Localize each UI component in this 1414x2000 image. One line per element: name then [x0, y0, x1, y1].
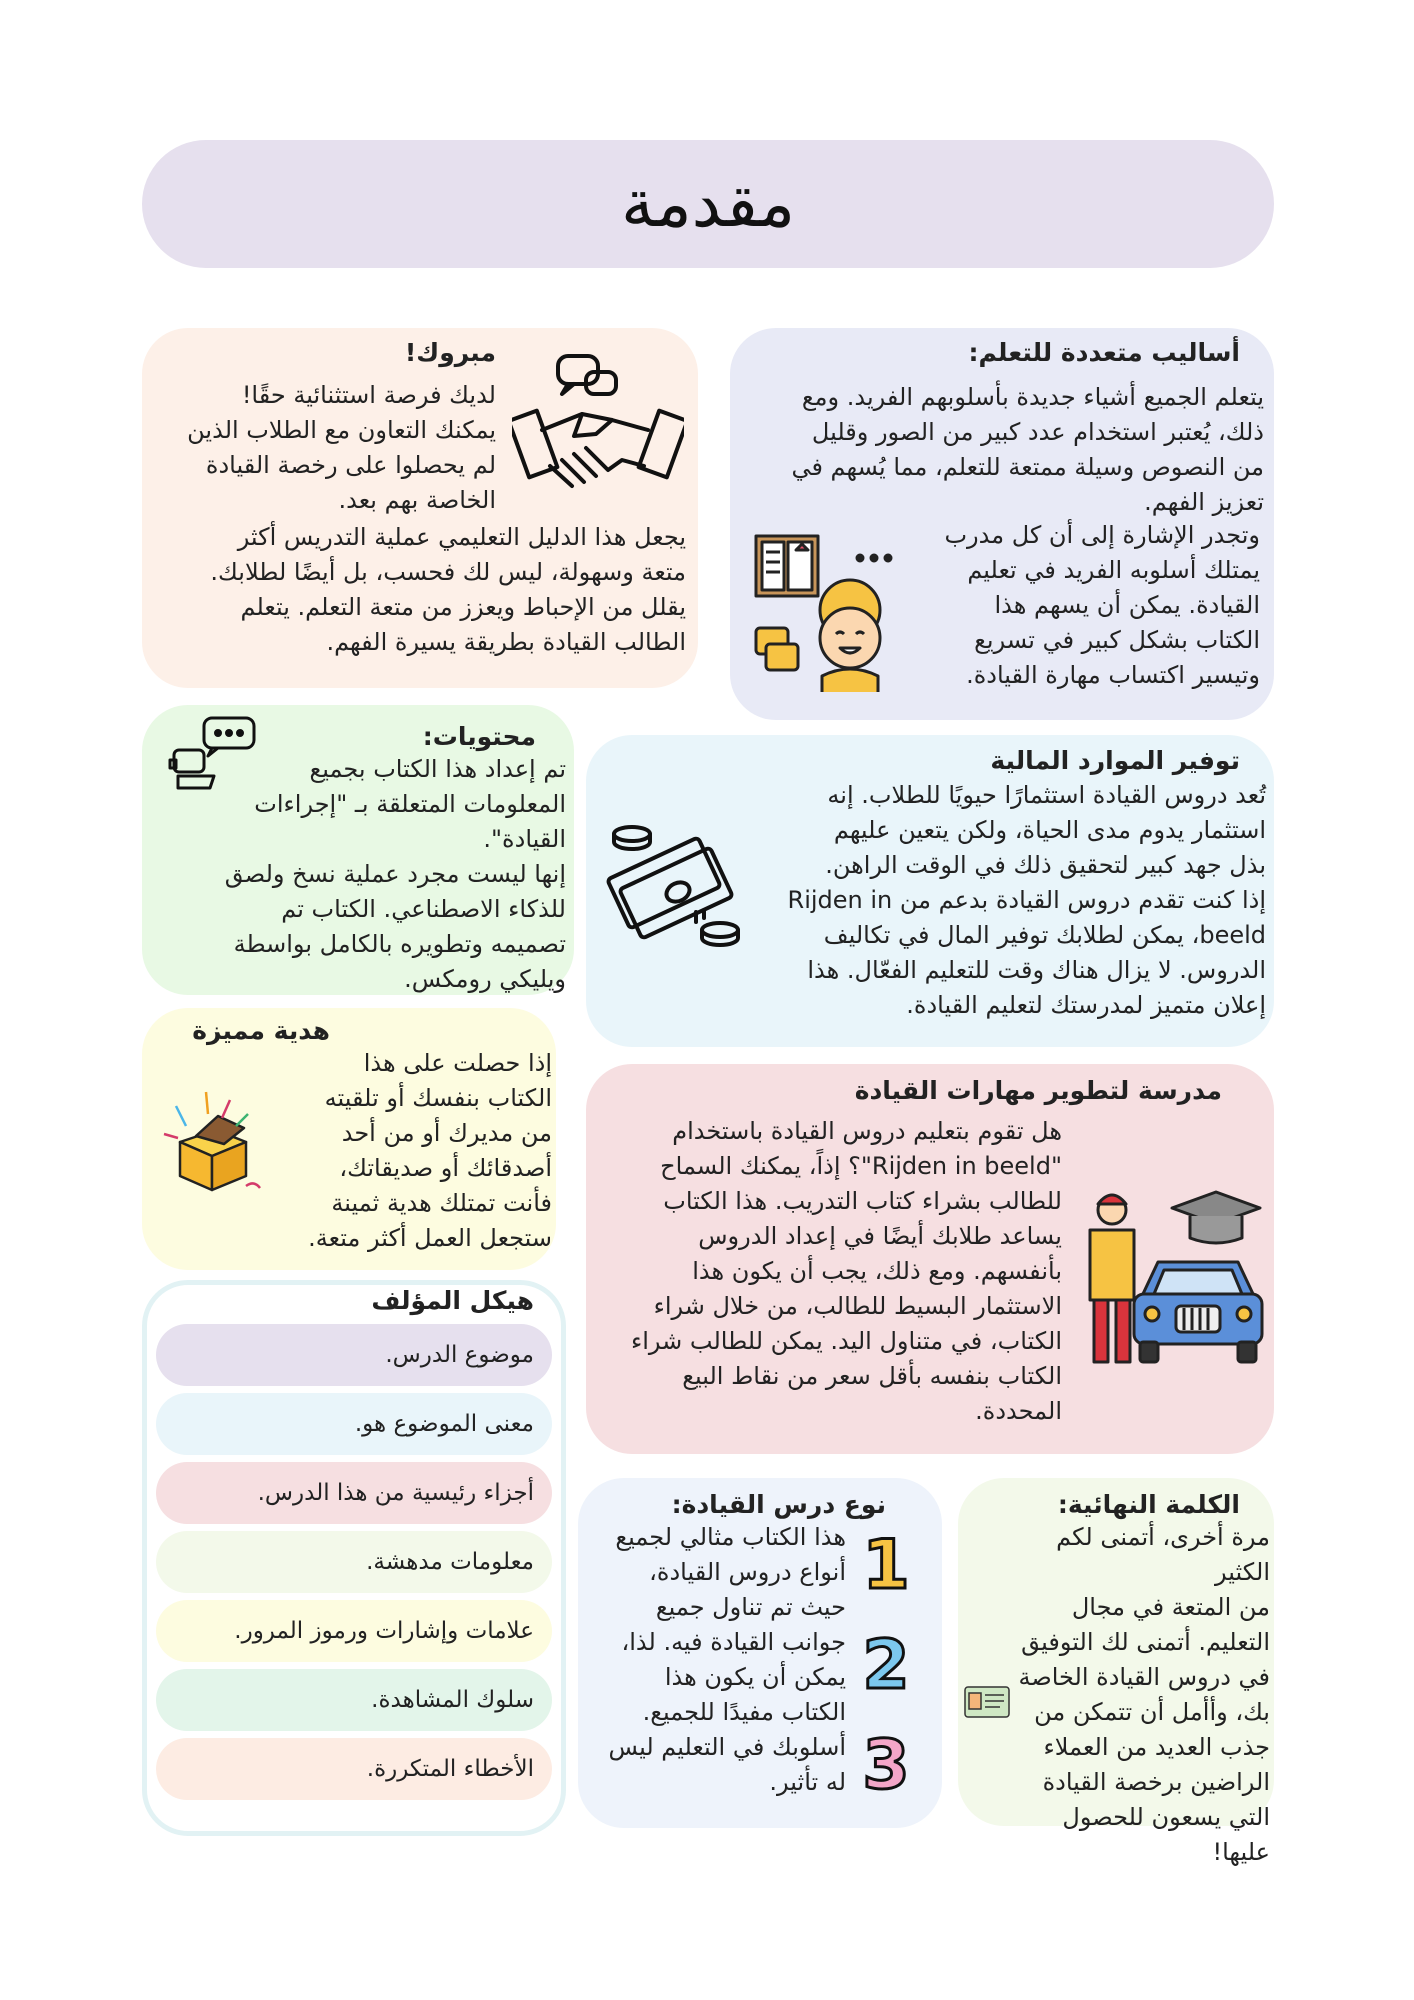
author-item-5: علامات وإشارات ورموز المرور.	[156, 1600, 552, 1662]
gift-title: هدية مميزة	[192, 1016, 330, 1045]
driving-license-icon	[964, 1686, 1010, 1718]
methods-text-top: يتعلم الجميع أشياء جديدة بأسلوبهم الفريد. ومع ذلك، يُعتبر استخدام عدد كبير من الصور وقليل من النصوص وسيلة ممتعة للتعلم، مما يُسهم في تعزيز الفهم.	[791, 383, 1264, 516]
gift-box-icon	[156, 1086, 266, 1196]
svg-text:2: 2	[862, 1626, 910, 1698]
final-word-text: مرة أخرى، أتمنى لكم الكثير من المتعة في مجال التعليم. أتمنى لك التوفيق في دروس القيادة الخاصة بك، وأأمل أن تتمكن من جذب العديد من العملاء الراضين برخصة القيادة التي يسعون للحصول عليها!	[1018, 1523, 1270, 1866]
finance-text: تُعد دروس القيادة استثمارًا حيويًا للطلاب. إنه استثمار يدوم مدى الحياة، ولكن يتعين عليهم بذل جهد كبير لتحقيق ذلك في الوقت الراهن. إذا كنت تقدم دروس القيادة بدعم من Rijden in beeld، يمكن لطلابك توفير المال في تكاليف الدروس. لا يزال هناك وقت للتعليم الفعّال. هذا إعلان متميز لمدرستك لتعليم القيادة.	[787, 781, 1266, 1019]
congrats-title: مبروك!	[404, 338, 496, 367]
lesson-type-text: هذا الكتاب مثالي لجميع أنواع دروس القيادة، حيث تم تناول جميع جوانب القيادة فيه. لذا، يمكن أن يكون هذا الكتاب مفيدًا للجميع. أسلوبك في التعليم ليس له تأثير.	[608, 1523, 846, 1796]
number-one-icon	[854, 1526, 918, 1598]
author-item-2: معنى الموضوع هو.	[156, 1393, 552, 1455]
number-two-icon	[852, 1626, 920, 1698]
author-item-4: معلومات مدهشة.	[156, 1531, 552, 1593]
author-item-1: موضوع الدرس.	[156, 1324, 552, 1386]
contents-text: تم إعداد هذا الكتاب بجميع المعلومات المتعلقة بـ "إجراءات القيادة". إنها ليست مجرد عملية نسخ ولصق للذكاء الاصطناعي. الكتاب تم تصميمه وتطويره بالكامل بواسطة ويليكي رومكس.	[224, 755, 566, 993]
handshake-icon	[512, 350, 684, 510]
methods-text-bottom: وتجدر الإشارة إلى أن كل مدرب يمتلك أسلوبه الفريد في تعليم القيادة. يمكن أن يسهم هذا الكتاب بشكل كبير في تسريع وتيسير اكتساب مهارة القيادة.	[944, 521, 1260, 689]
final-word-title: الكلمة النهائية:	[1057, 1490, 1240, 1519]
methods-title: أساليب متعددة للتعلم:	[968, 338, 1240, 367]
money-icon	[600, 822, 750, 952]
finance-title: توفير الموارد المالية	[990, 746, 1240, 775]
school-text: هل تقوم بتعليم دروس القيادة باستخدام "Rijden in beeld"؟ إذاً، يمكنك السماح للطالب بشراء كتاب التدريب. هذا الكتاب يساعد طلابك أيضًا في إعداد الدروس بأنفسهم. ومع ذلك، يجب أن يكون هذا الاستثمار البسيط للطالب، من خلال شراء الكتاب، في متناول اليد. يمكن للطالب شراء الكتاب بنفسه بأقل سعر من نقاط البيع المحددة.	[630, 1117, 1062, 1425]
author-item-3: أجزاء رئيسية من هذا الدرس.	[156, 1462, 552, 1524]
congrats-text-top: لديك فرصة استثنائية حقًا! يمكنك التعاون مع الطلاب الذين لم يحصلوا على رخصة القيادة الخاصة بهم بعد.	[187, 381, 496, 514]
page-title: مقدمة	[620, 165, 796, 242]
author-item-6: سلوك المشاهدة.	[156, 1669, 552, 1731]
svg-text:3: 3	[862, 1726, 910, 1798]
learning-student-icon	[752, 532, 902, 692]
school-title: مدرسة لتطوير مهارات القيادة	[854, 1076, 1222, 1105]
contents-title: محتويات:	[422, 722, 536, 751]
gift-text: إذا حصلت على هذا الكتاب بنفسك أو تلقيته من مديرك أو من أحد أصدقائك أو صديقاتك، فأنت تمتلك هدية ثمينة ستجعل العمل أكثر متعة.	[308, 1049, 552, 1252]
author-item-7: الأخطاء المتكررة.	[156, 1738, 552, 1800]
svg-text:1: 1	[862, 1526, 910, 1598]
author-title: هيكل المؤلف	[371, 1286, 534, 1315]
number-three-icon	[852, 1726, 920, 1798]
graduate-driver-car-icon	[1076, 1186, 1266, 1376]
chat-robot-icon	[168, 714, 258, 794]
congrats-text-bottom: يجعل هذا الدليل التعليمي عملية التدريس أكثر متعة وسهولة، ليس لك فحسب، بل أيضًا لطلابك. يقلل من الإحباط ويعزز من متعة التعلم. يتعلم الطالب القيادة بطريقة يسيرة الفهم.	[210, 523, 686, 656]
lesson-type-title: نوع درس القيادة:	[671, 1490, 886, 1519]
